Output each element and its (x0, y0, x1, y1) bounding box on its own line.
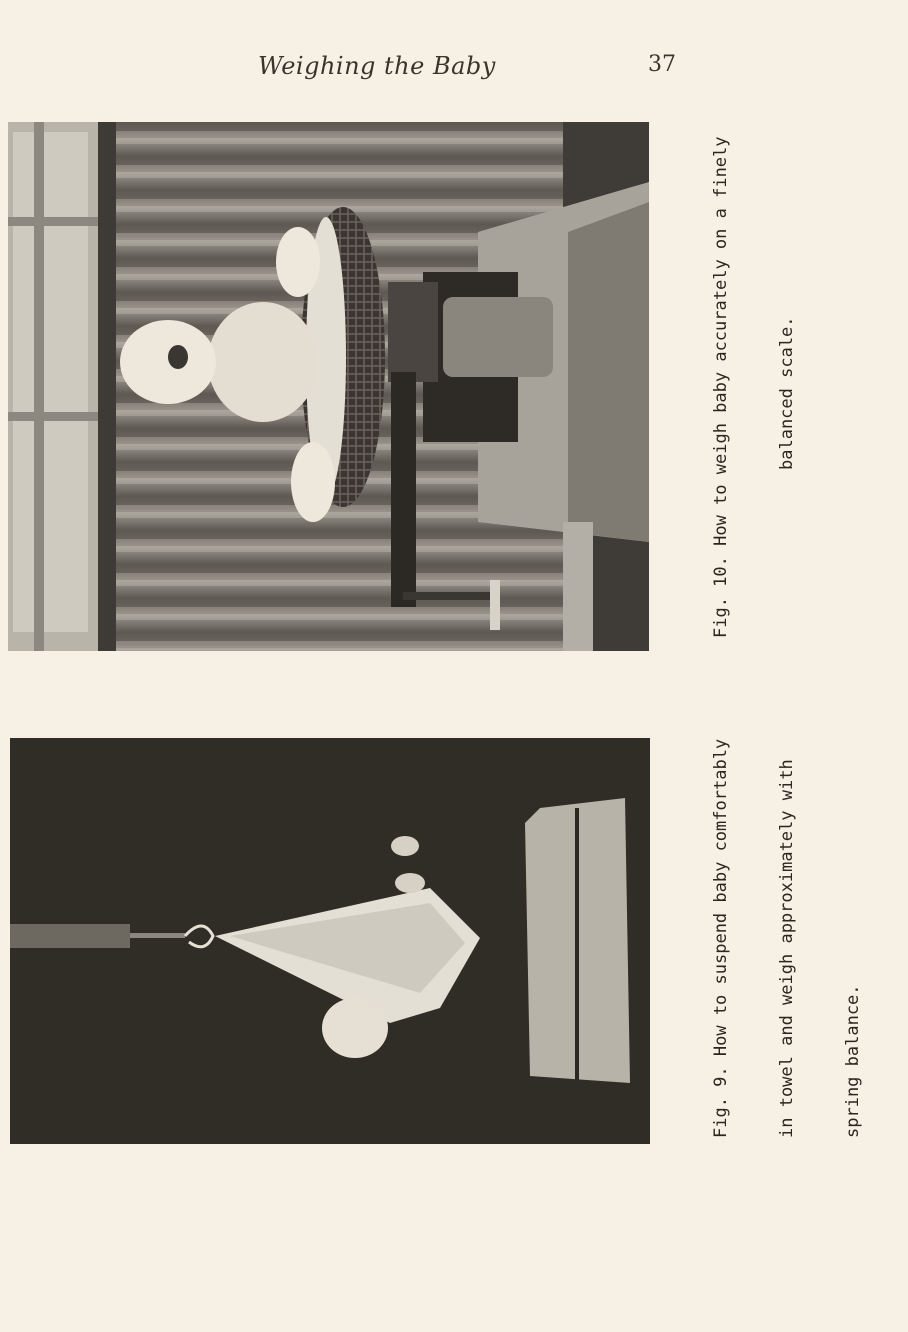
page-number: 37 (648, 52, 676, 77)
running-head: Weighing the Baby (258, 52, 496, 80)
caption-line: balanced scale. (777, 316, 797, 470)
figure-10-photo (8, 122, 649, 651)
figure-9-photo (10, 738, 650, 1144)
caption-line: Fig. 9. How to suspend baby comfortably (711, 738, 731, 1138)
caption-line: Fig. 10. How to weigh baby accurately on a finely (711, 136, 731, 638)
scale-photo-illustration (8, 122, 649, 651)
caption-line: spring balance. (843, 984, 863, 1138)
figure-10-caption (666, 128, 842, 638)
figure-9-caption (666, 733, 908, 1138)
spring-balance-photo-illustration (10, 738, 650, 1144)
caption-line: in towel and weigh approximately with (777, 759, 797, 1138)
